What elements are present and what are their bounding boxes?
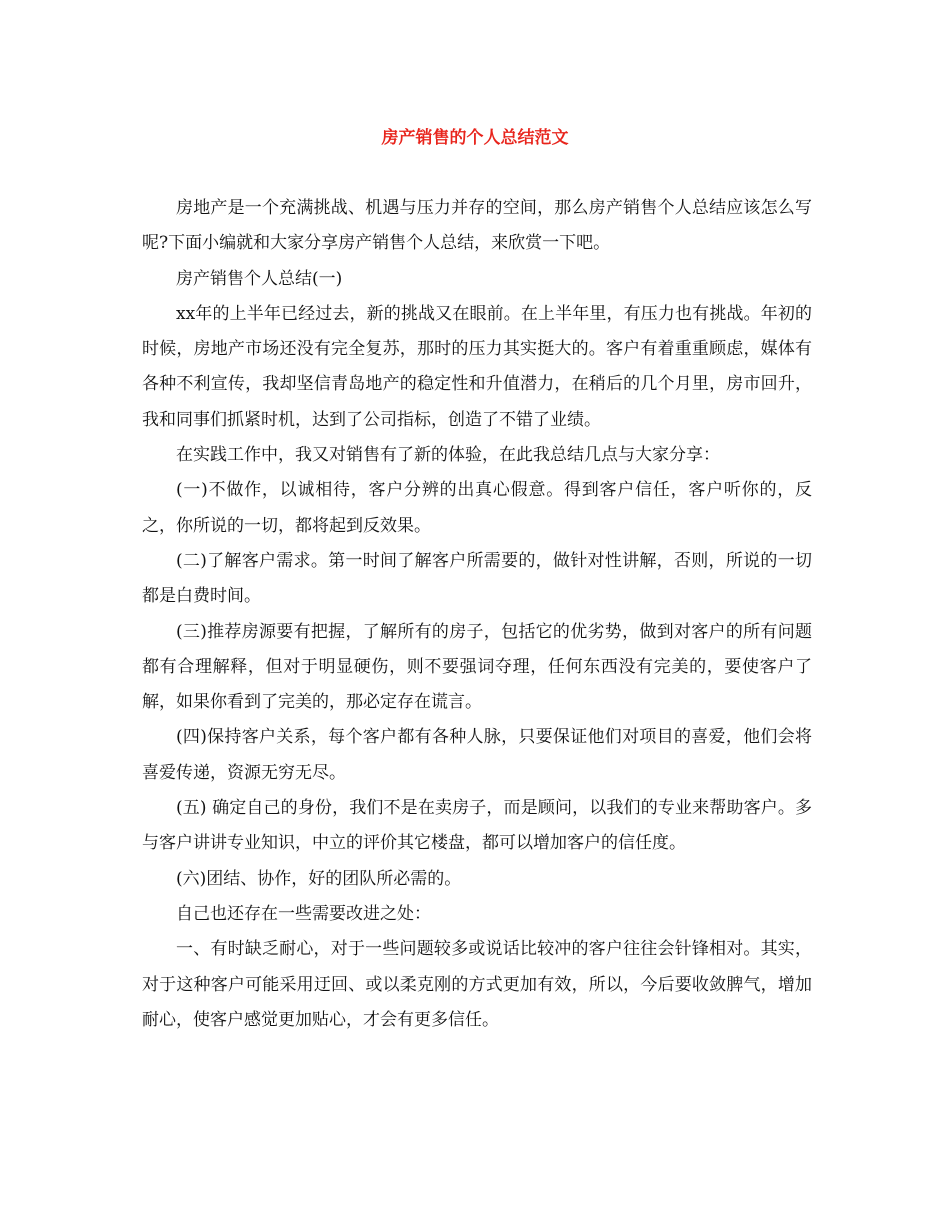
list-item: (一)不做作，以诚相待，客户分辨的出真心假意。得到客户信任，客户听你的，反之，你所说的一切，都将起到反效果。 bbox=[142, 480, 812, 536]
paragraph: 一、有时缺乏耐心，对于一些问题较多或说话比较冲的客户往往会针锋相对。其实，对于这种客户可能采用迂回、或以柔克刚的方式更加有效，所以，今后要收敛脾气，增加耐心，使客户感觉更加贴心，才会有更多信任。 bbox=[142, 939, 812, 1030]
paragraph: 自己也还存在一些需要改进之处： bbox=[176, 903, 431, 924]
list-item: (四)保持客户关系，每个客户都有各种人脉，只要保证他们对项目的喜爱，他们会将喜爱传递，资源无穷无尽。 bbox=[142, 727, 812, 783]
list-item: (三)推荐房源要有把握，了解所有的房子，包括它的优劣势，做到对客户的所有问题都有合理解释，但对于明显硬伤，则不要强词夺理，任何东西没有完美的，要使客户了解，如果你看到了完美的，那必定存在谎言。 bbox=[142, 621, 812, 713]
list-item: (六)团结、协作，好的团队所必需的。 bbox=[176, 868, 462, 889]
paragraph: 在实践工作中，我又对销售有了新的体验，在此我总结几点与大家分享： bbox=[176, 445, 720, 466]
paragraph: xx年的上半年已经过去，新的挑战又在眼前。在上半年里，有压力也有挑战。年初的时候，房地产市场还没有完全复苏，那时的压力其实挺大的。客户有着重重顾虑，媒体有各种不利宣传，我却坚信青岛地产的稳定性和升值潜力，在稍后的几个月里，房市回升，我和同事们抓紧时机，达到了公司指标，创造了不错了业绩。 bbox=[142, 303, 812, 430]
list-item: (二)了解客户需求。第一时间了解客户所需要的，做针对性讲解，否则，所说的一切都是白费时间。 bbox=[142, 550, 812, 607]
document-title: 房产销售的个人总结范文 bbox=[381, 128, 569, 148]
document-body bbox=[142, 191, 812, 1038]
list-item: (五) 确定自己的身份，我们不是在卖房子，而是顾问，以我们的专业来帮助客户。多与客户讲讲专业知识，中立的评价其它楼盘，都可以增加客户的信任度。 bbox=[142, 798, 812, 854]
paragraph-intro: 房地产是一个充满挑战、机遇与压力并存的空间，那么房产销售个人总结应该怎么写呢?下面小编就和大家分享房产销售个人总结，来欣赏一下吧。 bbox=[142, 198, 812, 254]
section-heading: 房产销售个人总结(一) bbox=[176, 268, 343, 289]
